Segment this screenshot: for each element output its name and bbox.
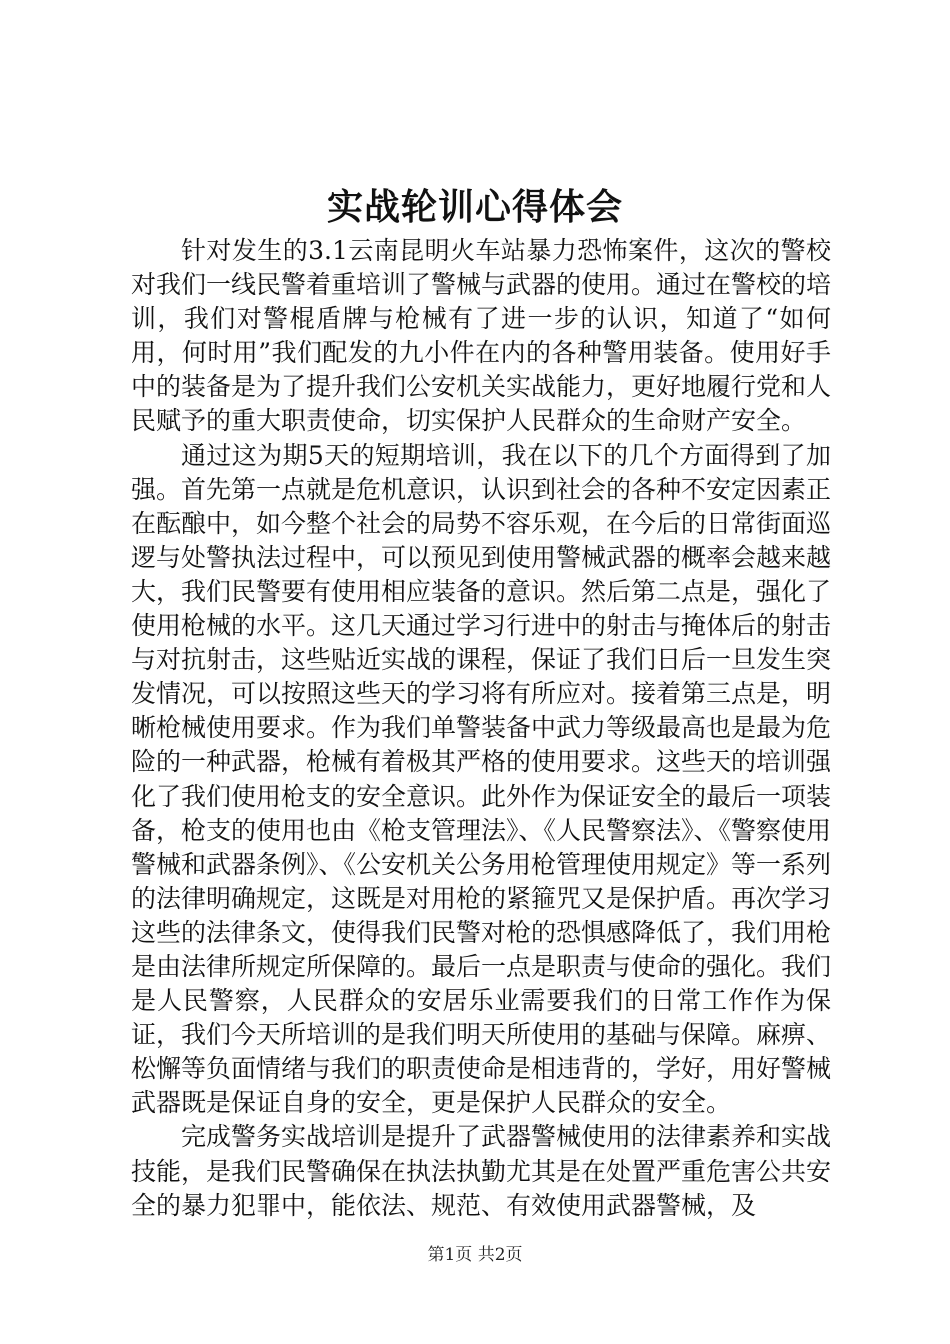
page-number-footer: 第1页 共2页 — [427, 1245, 523, 1265]
paragraph-2: 通过这为期5天的短期培训，我在以下的几个方面得到了加强。首先第一点就是危机意识，认识到社会的各种不安定因素正在酝酿中，如今整个社会的局势不容乐观，在今后的日常街面巡逻与处警执法过程中，可以预见到使用警械武器的概率会越来越大，我们民警要有使用相应装备的意识。然后第二点是，强化了使用枪械的水平。这几天通过学习行进中的射击与掩体后的射击与对抗射击，这些贴近实战的课程，保证了我们日后一旦发生突发情况，可以按照这些天的学习将有所应对。接着第三点是，明晰枪械使用要求。作为我们单警装备中武力等级最高也是最为危险的一种武器，枪械有着极其严格的使用要求。这些天的培训强化了我们使用枪支的安全意识。此外作为保证安全的最后一项装备，枪支的使用也由《枪支管理法》、《人民警察法》、《警察使用警械和武器条例》、《公安机关公务用枪管理使用规定》等一系列的法律明确规定，这既是对用枪的紧箍咒又是保护盾。再次学习这些的法律条文，使得我们民警对枪的恐惧感降低了，我们用枪是由法律所规定所保障的。最后一点是职责与使命的强化。我们是人民警察，人民群众的安居乐业需要我们的日常工作作为保证，我们今天所培训的是我们明天所使用的基础与保障。麻痹、松懈等负面情绪与我们的职责使命是相违背的，学好，用好警械武器既是保证自身的安全，更是保护人民群众的安全。 — [131, 440, 832, 1118]
document-title: 实战轮训心得体会 — [326, 186, 623, 228]
document-body — [131, 234, 831, 1223]
paragraph-1: 针对发生的3.1云南昆明火车站暴力恐怖案件，这次的警校对我们一线民警着重培训了警械与武器的使用。通过在警校的培训，我们对警棍盾牌与枪械有了进一步的认识，知道了“如何用，何时用”我们配发的九小件在内的各种警用装备。使用好手中的装备是为了提升我们公安机关实战能力，更好地履行党和人民赋予的重大职责使命，切实保护人民群众的生命财产安全。 — [131, 236, 832, 436]
paragraph-3: 完成警务实战培训是提升了武器警械使用的法律素养和实战技能，是我们民警确保在执法执勤尤其是在处置严重危害公共安全的暴力犯罪中，能依法、规范、有效使用武器警械，及 — [131, 1122, 832, 1220]
